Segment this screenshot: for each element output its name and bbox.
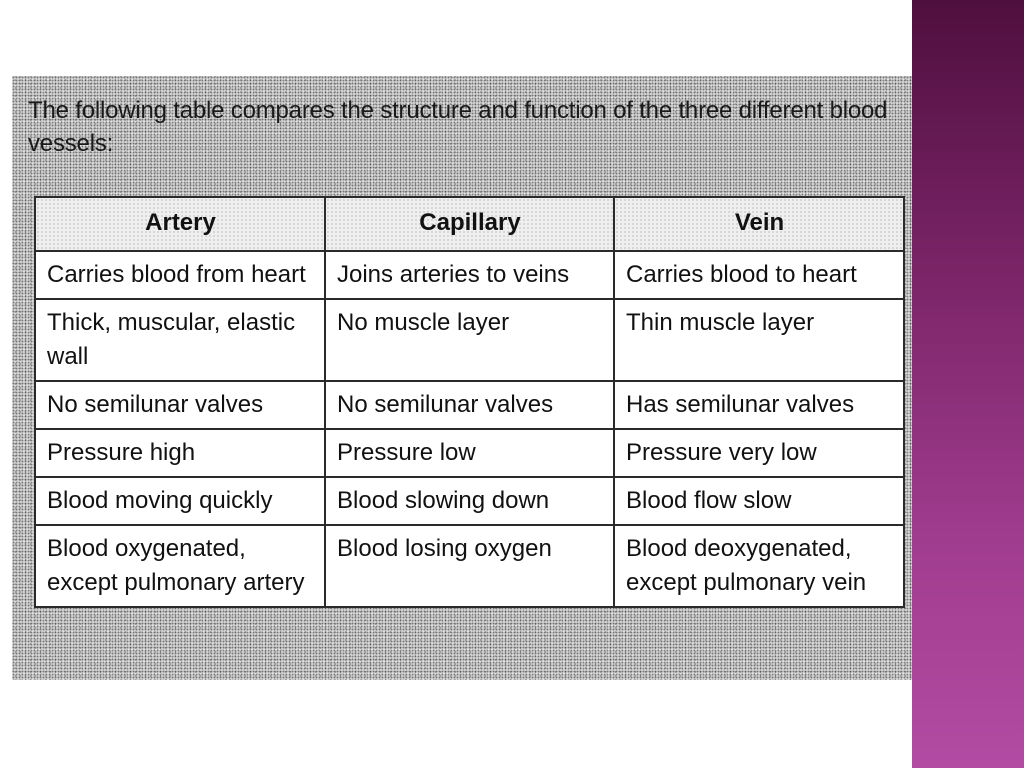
table-cell: Blood moving quickly	[35, 477, 325, 525]
table-cell: Blood oxygenated, except pulmonary artery	[35, 525, 325, 607]
header-artery: Artery	[35, 197, 325, 251]
table-cell: Thick, muscular, elastic wall	[35, 299, 325, 381]
table-row	[35, 525, 904, 607]
table-cell: Pressure high	[35, 429, 325, 477]
table-row	[35, 251, 904, 299]
table-cell: Blood slowing down	[325, 477, 614, 525]
header-capillary: Capillary	[325, 197, 614, 251]
header-vein: Vein	[614, 197, 904, 251]
blood-vessel-comparison-table	[34, 196, 905, 608]
table-cell: Carries blood from heart	[35, 251, 325, 299]
table-cell: No semilunar valves	[35, 381, 325, 429]
table-cell: Blood deoxygenated, except pulmonary vein	[614, 525, 904, 607]
table-cell: Joins arteries to veins	[325, 251, 614, 299]
scanned-textbook-excerpt	[12, 76, 912, 680]
intro-text: The following table compares the structure and function of the three different blood vessels:	[28, 97, 888, 157]
table-cell: No muscle layer	[325, 299, 614, 381]
table-cell: Blood flow slow	[614, 477, 904, 525]
table-header-row	[35, 197, 904, 251]
table-cell: Blood losing oxygen	[325, 525, 614, 607]
table-cell: Carries blood to heart	[614, 251, 904, 299]
table-cell: Has semilunar valves	[614, 381, 904, 429]
table-row	[35, 299, 904, 381]
table-row	[35, 477, 904, 525]
table-row	[35, 381, 904, 429]
table-cell: No semilunar valves	[325, 381, 614, 429]
table-row	[35, 429, 904, 477]
table-cell: Pressure very low	[614, 429, 904, 477]
table-cell: Pressure low	[325, 429, 614, 477]
table-cell: Thin muscle layer	[614, 299, 904, 381]
decorative-side-bar	[912, 0, 1024, 768]
